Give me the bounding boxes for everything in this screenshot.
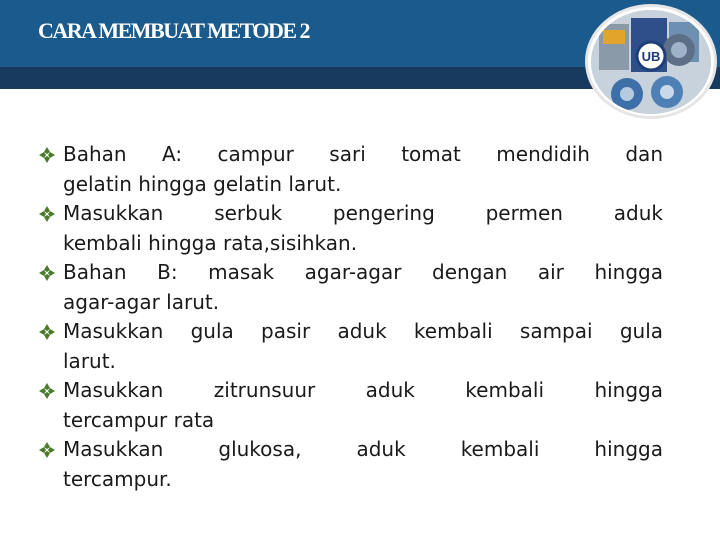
diamond-leaf-bullet-icon xyxy=(38,382,56,400)
bullet-line-2: kembali hingga rata,sisihkan. xyxy=(63,230,358,255)
bullet-line-1: Masukkan zitrunsuur aduk kembali hingga xyxy=(63,378,663,402)
diamond-leaf-bullet-icon xyxy=(38,264,56,282)
diamond-leaf-bullet-icon xyxy=(38,146,56,164)
bullet-item xyxy=(38,140,663,199)
bullet-line-2: larut. xyxy=(63,348,116,373)
bullet-item xyxy=(38,199,663,258)
bullet-line-1: Masukkan gula pasir aduk kembali sampai gula xyxy=(63,319,663,343)
bullet-line-2: tercampur. xyxy=(63,466,172,491)
logo-text: UB xyxy=(641,49,661,64)
logo-badge xyxy=(585,4,717,119)
diamond-leaf-bullet-icon xyxy=(38,205,56,223)
machinery-photo-logo xyxy=(591,10,711,114)
bullet-item xyxy=(38,258,663,317)
bullet-list xyxy=(38,140,663,494)
bullet-line-2: agar-agar larut. xyxy=(63,289,220,314)
bullet-line-1: Masukkan serbuk pengering permen aduk xyxy=(63,201,663,225)
bullet-line-2: tercampur rata xyxy=(63,407,215,432)
bullet-item xyxy=(38,317,663,376)
bullet-line-1: Bahan B: masak agar-agar dengan air hingga xyxy=(63,260,663,284)
slide-title: CARA MEMBUAT METODE 2 xyxy=(38,18,310,43)
bullet-item xyxy=(38,435,663,494)
diamond-leaf-bullet-icon xyxy=(38,441,56,459)
bullet-item xyxy=(38,376,663,435)
bullet-line-1: Bahan A: campur sari tomat mendidih dan xyxy=(63,142,663,166)
bullet-line-2: gelatin hingga gelatin larut. xyxy=(63,171,342,196)
bullet-line-1: Masukkan glukosa, aduk kembali hingga xyxy=(63,437,663,461)
diamond-leaf-bullet-icon xyxy=(38,323,56,341)
